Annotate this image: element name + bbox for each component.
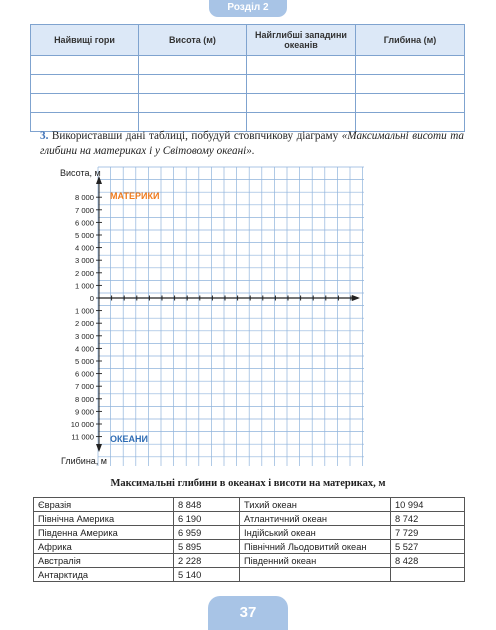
name-cell: Північна Америка: [34, 512, 174, 526]
y-tick-label: 2 000: [74, 268, 94, 278]
name-cell: Південна Америка: [34, 526, 174, 540]
value-cell: 5 895: [174, 540, 240, 554]
name-cell: [240, 568, 391, 582]
y-tick-label: 9 000: [74, 407, 94, 417]
y-tick-label: 6 000: [74, 369, 94, 379]
name-cell: Антарктида: [34, 568, 174, 582]
value-cell: 10 994: [391, 498, 465, 512]
y-tick-label: 7 000: [74, 205, 94, 215]
name-cell: Євразія: [34, 498, 174, 512]
page-number: 37: [208, 596, 288, 630]
column-header: Глибина (м): [356, 25, 465, 56]
column-header: Найвищі гори: [31, 25, 139, 56]
name-cell: Атлантичний океан: [240, 512, 391, 526]
value-cell: 6 190: [174, 512, 240, 526]
value-cell: 8 428: [391, 554, 465, 568]
value-cell: 6 959: [174, 526, 240, 540]
y-tick-label: 3 000: [74, 331, 94, 341]
table-row: [34, 512, 465, 526]
task-chart-title: «Максимальні висоти та глибини на материках і у Світовому океані».: [40, 130, 465, 157]
oceans-label: ОКЕАНИ: [110, 434, 148, 444]
value-cell: 8 742: [391, 512, 465, 526]
y-tick-label: 11 000: [71, 432, 94, 442]
value-cell: 2 228: [174, 554, 240, 568]
value-cell: 5 527: [391, 540, 465, 554]
continents-label: МАТЕРИКИ: [110, 191, 160, 201]
name-cell: Північний Льодовитий океан: [240, 540, 391, 554]
y-tick-label: 10 000: [70, 420, 94, 429]
name-cell: Африка: [34, 540, 174, 554]
y-tick-label: 4 000: [74, 344, 94, 354]
table-row: [34, 540, 465, 554]
name-cell: Південний океан: [240, 554, 391, 568]
name-cell: Індійський океан: [240, 526, 391, 540]
y-tick-label: 1 000: [74, 306, 94, 316]
task-text: Використавши дані таблиці, побудуй стовпчикову діаграму: [51, 130, 342, 142]
column-header: Найглибші западини океанів: [247, 25, 356, 56]
column-header: Висота (м): [139, 25, 247, 56]
y-tick-label: 7 000: [74, 382, 94, 392]
table-row: [34, 526, 465, 540]
value-cell: 5 140: [174, 568, 240, 582]
grid-lines: [98, 167, 364, 466]
y-tick-label: 4 000: [74, 243, 94, 253]
y-tick-labels: [71, 193, 94, 441]
task-number: 3.: [40, 130, 49, 142]
value-cell: 7 729: [391, 526, 465, 540]
data-caption: Максимальні глибини в океанах і висоти на материках, м: [110, 478, 386, 489]
table-row: [34, 498, 465, 512]
value-cell: 8 848: [174, 498, 240, 512]
y-axis-bottom-label: Глибина, м: [61, 456, 107, 466]
y-tick-label: 0: [89, 294, 94, 303]
x-axis-arrow: [352, 295, 360, 301]
value-cell: [391, 568, 465, 582]
name-cell: Тихий океан: [240, 498, 391, 512]
y-tick-label: 8 000: [74, 394, 94, 404]
y-tick-label: 5 000: [74, 357, 94, 366]
table-row: [34, 554, 465, 568]
section-tab: Розділ 2: [209, 0, 287, 17]
table-row: [34, 568, 465, 582]
y-axis-top-label: Висота, м: [60, 168, 101, 178]
source-data-table: [33, 497, 465, 582]
y-tick-label: 5 000: [74, 231, 94, 240]
y-tick-label: 8 000: [74, 193, 94, 203]
y-tick-label: 3 000: [74, 256, 94, 266]
y-tick-label: 1 000: [74, 281, 94, 291]
y-axis-arrow-down: [96, 444, 102, 452]
name-cell: Австралія: [34, 554, 174, 568]
y-tick-label: 2 000: [74, 319, 94, 329]
y-tick-label: 6 000: [74, 218, 94, 228]
